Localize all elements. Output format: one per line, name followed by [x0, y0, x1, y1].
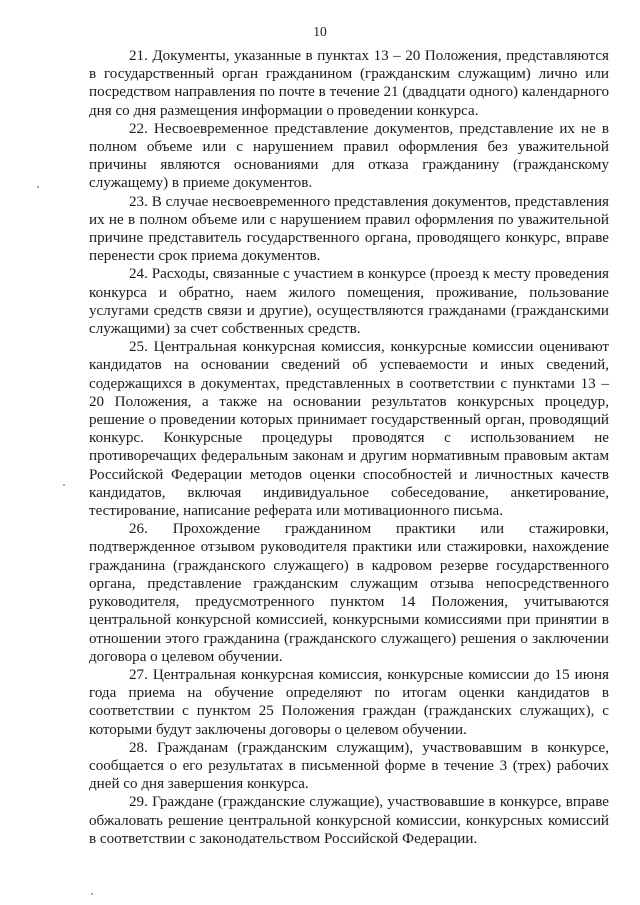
document-body	[89, 47, 609, 848]
paragraph-21: 21. Документы, указанные в пунктах 13 – 20 Положения, представляются в государственный орган гражданином (гражданским служащим) лично или посредством направления по почте в течение 21 (двадцати одного) календарного дня со дня размещения информации о проведении конкурса.	[89, 48, 609, 119]
scan-speck	[63, 484, 65, 486]
scan-speck	[91, 893, 93, 895]
paragraph-28: 28. Гражданам (гражданским служащим), участвовавшим в конкурсе, сообщается о его результатах в письменной форме в течение 3 (трех) рабочих дней со дня завершения конкурса.	[89, 739, 609, 793]
paragraph-22: 22. Несвоевременное представление документов, представление их не в полном объеме или с нарушением правил оформления без уважительной причины являются основаниями для отказа гражданину (гражданскому служащему) в приеме документов.	[89, 120, 609, 192]
paragraph-29: 29. Граждане (гражданские служащие), участвовавшие в конкурсе, вправе обжаловать решение центральной конкурсной комиссии, конкурсных комиссий в соответствии с законодательством Российской Федерации.	[89, 794, 609, 847]
paragraph-27: 27. Центральная конкурсная комиссия, конкурсные комиссии до 15 июня года приема на обучение определяют по итогам оценки кандидатов в соответствии с пунктом 25 Положения граждан (гражданских служащих), с которыми будут заключены договоры о целевом обучении.	[89, 666, 609, 738]
paragraph-24: 24. Расходы, связанные с участием в конкурсе (проезд к месту проведения конкурса и обратно, наем жилого помещения, проживание, пользование услугами средств связи и другие), осуществляются гражданами (гражданскими служащими) за счет собственных средств.	[89, 266, 609, 338]
page-number: 10	[313, 24, 327, 39]
scan-speck	[37, 186, 39, 188]
paragraph-25: 25. Центральная конкурсная комиссия, конкурсные комиссии оценивают кандидатов на основании сведений об успеваемости и иных сведений, содержащихся в документах, представленных в соответствии с пунктами 13 – 20 Положения, а также на основании результатов конкурсных процедур, решение о проведении которых принимает государственный орган, проводящий конкурс. Конкурсные процедуры проводятся с использованием не противоречащих федеральным законам и другим нормативным правовым актам Российской Федерации методов оценки способностей и личностных качеств кандидатов, включая индивидуальное собеседование, анкетирование, тестирование, написание реферата или мотивационного письма.	[89, 339, 609, 520]
paragraph-26: 26. Прохождение гражданином практики или стажировки, подтвержденное отзывом руководителя практики или стажировки, нахождение гражданина (гражданского служащего) в кадровом резерве государственного органа, представление гражданским служащим отзыва непосредственного руководителя, предусмотренного пунктом 14 Положения, учитываются центральной конкурсной комиссией, конкурсными комиссиями при принятии в отношении этого гражданина (гражданского служащего) решения о заключении договора о целевом обучении.	[89, 521, 609, 665]
paragraph-23: 23. В случае несвоевременного представления документов, представления их не в полном объеме или с нарушением правил оформления по уважительной причине представитель государственного органа, проводящего конкурс, вправе перенести срок приема документов.	[89, 193, 609, 265]
